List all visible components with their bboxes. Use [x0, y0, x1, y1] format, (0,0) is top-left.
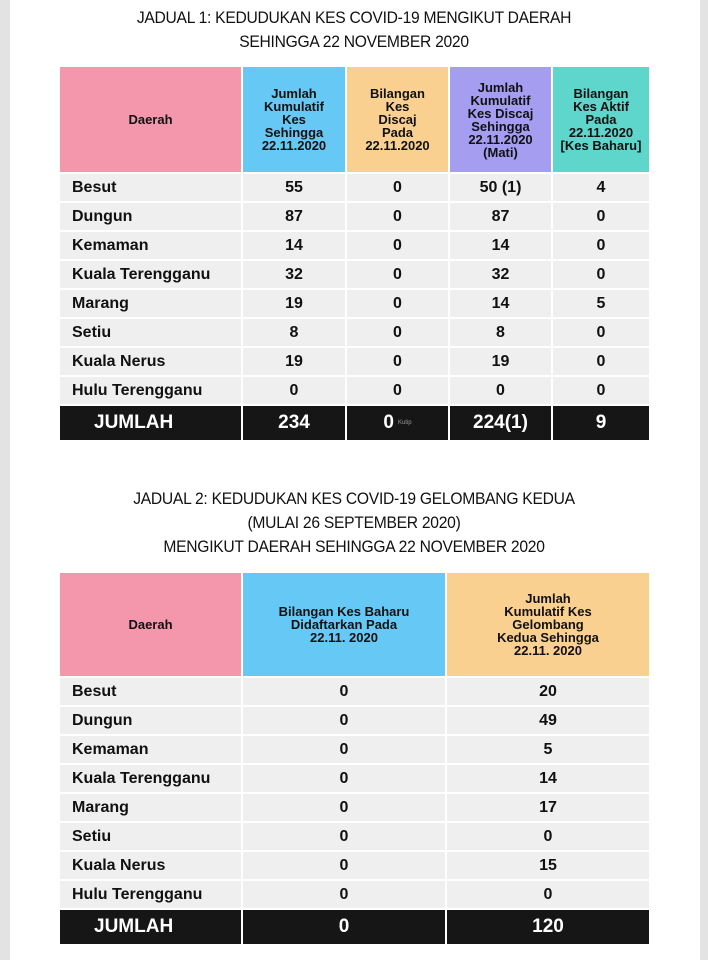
- cell-daerah: Dungun: [60, 202, 242, 231]
- cell-discaj: 0: [346, 173, 449, 202]
- table1-title-line2: SEHINGGA 22 NOVEMBER 2020: [239, 32, 469, 51]
- table-row: [60, 851, 649, 880]
- table-row: [60, 764, 649, 793]
- header-text: Jumlah Kumulatif Kes Gelombang Kedua Sehingga 22.11. 2020: [497, 591, 599, 658]
- header-text: Jumlah Kumulatif Kes Sehingga 22.11.2020: [261, 86, 327, 153]
- cell-aktif: 0: [552, 318, 649, 347]
- table-row: [60, 173, 649, 202]
- cell-discaj: 0: [346, 202, 449, 231]
- cell-kumulatif: 32: [242, 260, 346, 289]
- table-row: [60, 793, 649, 822]
- cell-kumulatif-discaj: 50 (1): [449, 173, 552, 202]
- table-row: [60, 347, 649, 376]
- table-row: [60, 202, 649, 231]
- cell-kumulatif-discaj: 19: [449, 347, 552, 376]
- cell-aktif: 0: [552, 202, 649, 231]
- header-text: Bilangan Kes Aktif Pada 22.11.2020 [Kes Baharu]: [560, 86, 642, 153]
- cell-discaj: 0: [346, 376, 449, 405]
- table2-header-baharu: [242, 573, 446, 677]
- cell-baharu: 0: [242, 822, 446, 851]
- cell-daerah: Setiu: [60, 822, 242, 851]
- cell-kumulatif: 14: [242, 231, 346, 260]
- cell-daerah: Kuala Nerus: [60, 851, 242, 880]
- cell-kumulatif: 0: [446, 822, 649, 851]
- table1-total-kumulatif-discaj: 224(1): [449, 405, 552, 440]
- cell-daerah: Kuala Terengganu: [60, 764, 242, 793]
- cell-kumulatif: 14: [446, 764, 649, 793]
- table1-header-row: [60, 67, 649, 173]
- table2-title: [47, 487, 662, 559]
- cell-daerah: Kemaman: [60, 735, 242, 764]
- table1-title: [47, 6, 662, 54]
- left-frame-strip: [0, 0, 10, 960]
- cell-daerah: Kuala Terengganu: [60, 260, 242, 289]
- cell-kumulatif: 8: [242, 318, 346, 347]
- table2-title-line3: MENGIKUT DAERAH SEHINGGA 22 NOVEMBER 2020: [163, 537, 545, 556]
- cell-kumulatif-discaj: 8: [449, 318, 552, 347]
- cell-baharu: 0: [242, 706, 446, 735]
- cell-baharu: 0: [242, 764, 446, 793]
- table2-total-baharu: 0: [242, 909, 446, 944]
- header-text: Bilangan Kes Discaj Pada 22.11.2020: [365, 86, 430, 153]
- cell-kumulatif: 49: [446, 706, 649, 735]
- table1-header-kumulatif-discaj: [449, 67, 552, 173]
- cell-daerah: Marang: [60, 289, 242, 318]
- cell-daerah: Dungun: [60, 706, 242, 735]
- cell-kumulatif: 55: [242, 173, 346, 202]
- table1-total-row: [60, 405, 649, 440]
- right-frame-strip: [700, 0, 708, 960]
- table1-header-daerah: [60, 67, 242, 173]
- table-row: [60, 260, 649, 289]
- table2-total-label: JUMLAH: [60, 909, 242, 944]
- cell-discaj: 0: [346, 231, 449, 260]
- table-row: [60, 376, 649, 405]
- table-row: [60, 822, 649, 851]
- table-row: [60, 735, 649, 764]
- header-text: Jumlah Kumulatif Kes Discaj Sehingga 22.11.2020 (Mati): [467, 79, 534, 160]
- cell-kumulatif-discaj: 32: [449, 260, 552, 289]
- table2-header-daerah: [60, 573, 242, 677]
- cell-kumulatif: 0: [446, 880, 649, 909]
- cell-aktif: 0: [552, 260, 649, 289]
- cell-kumulatif-discaj: 14: [449, 231, 552, 260]
- table1: [60, 67, 649, 440]
- cell-aktif: 5: [552, 289, 649, 318]
- header-text: Daerah: [128, 112, 173, 127]
- table1-title-line1: JADUAL 1: KEDUDUKAN KES COVID-19 MENGIKUT DAERAH: [136, 8, 572, 27]
- cell-aktif: 4: [552, 173, 649, 202]
- table-row: [60, 318, 649, 347]
- cell-baharu: 0: [242, 793, 446, 822]
- cell-daerah: Besut: [60, 173, 242, 202]
- cell-kumulatif: 17: [446, 793, 649, 822]
- cell-baharu: 0: [242, 735, 446, 764]
- watermark-text: Kutip: [397, 419, 412, 426]
- cell-daerah: Setiu: [60, 318, 242, 347]
- cell-aktif: 0: [552, 231, 649, 260]
- table2-header-row: [60, 573, 649, 677]
- cell-discaj: 0: [346, 347, 449, 376]
- cell-kumulatif: 5: [446, 735, 649, 764]
- cell-kumulatif-discaj: 14: [449, 289, 552, 318]
- cell-discaj: 0: [346, 318, 449, 347]
- cell-kumulatif: 19: [242, 289, 346, 318]
- cell-kumulatif: 19: [242, 347, 346, 376]
- table2: [60, 573, 649, 944]
- table-row: [60, 677, 649, 706]
- cell-daerah: Besut: [60, 677, 242, 706]
- table1-total-label: JUMLAH: [60, 405, 242, 440]
- table1-total-discaj-cell: [346, 405, 449, 440]
- cell-aktif: 0: [552, 376, 649, 405]
- cell-daerah: Kuala Nerus: [60, 347, 242, 376]
- cell-aktif: 0: [552, 347, 649, 376]
- cell-daerah: Hulu Terengganu: [60, 376, 242, 405]
- cell-kumulatif-discaj: 87: [449, 202, 552, 231]
- cell-baharu: 0: [242, 851, 446, 880]
- cell-baharu: 0: [242, 880, 446, 909]
- table2-header-kumulatif: [446, 573, 649, 677]
- table1-total-aktif: 9: [552, 405, 649, 440]
- table1-header-aktif: [552, 67, 649, 173]
- table2-title-line2: (MULAI 26 SEPTEMBER 2020): [247, 513, 461, 532]
- table2-total-kumulatif: 120: [446, 909, 649, 944]
- cell-kumulatif: 20: [446, 677, 649, 706]
- header-text: Daerah: [128, 617, 173, 632]
- cell-kumulatif: 87: [242, 202, 346, 231]
- header-text: Bilangan Kes Baharu Didaftarkan Pada 22.11. 2020: [278, 604, 410, 645]
- table1-header-discaj: [346, 67, 449, 173]
- table1-total-discaj: 0: [383, 412, 394, 433]
- cell-daerah: Hulu Terengganu: [60, 880, 242, 909]
- cell-daerah: Marang: [60, 793, 242, 822]
- cell-kumulatif: 15: [446, 851, 649, 880]
- table-row: [60, 880, 649, 909]
- cell-kumulatif: 0: [242, 376, 346, 405]
- cell-baharu: 0: [242, 677, 446, 706]
- table-row: [60, 706, 649, 735]
- table1-total-kumulatif: 234: [242, 405, 346, 440]
- table1-header-kumulatif: [242, 67, 346, 173]
- table2-total-row: [60, 909, 649, 944]
- cell-daerah: Kemaman: [60, 231, 242, 260]
- table-row: [60, 231, 649, 260]
- table-row: [60, 289, 649, 318]
- cell-discaj: 0: [346, 260, 449, 289]
- cell-kumulatif-discaj: 0: [449, 376, 552, 405]
- table2-title-line1: JADUAL 2: KEDUDUKAN KES COVID-19 GELOMBANG KEDUA: [133, 489, 575, 508]
- cell-discaj: 0: [346, 289, 449, 318]
